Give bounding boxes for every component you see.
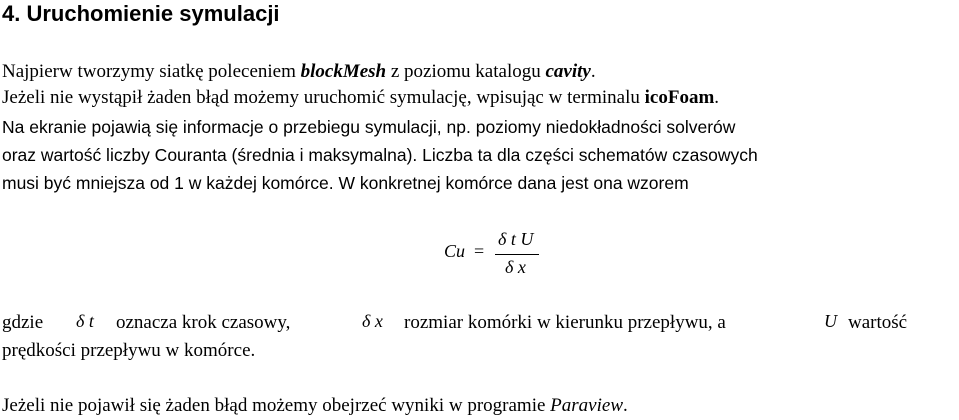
- formula-equals: =: [474, 241, 485, 261]
- program-paraview: Paraview: [550, 395, 623, 416]
- formula-lhs: Cu: [444, 241, 466, 261]
- formula-denominator: δ x: [505, 257, 526, 277]
- paragraph-symbols-line-2: prędkości przepływu w komórce.: [2, 340, 256, 361]
- paragraph-courant-line-2: oraz wartość liczby Couranta (średnia i maksymalna). Liczba ta dla części schematów czasowych: [2, 145, 758, 165]
- text: z poziomu katalogu: [386, 61, 546, 82]
- text: .: [590, 61, 596, 82]
- paragraph-courant-line-1: Na ekranie pojawią się informacje o przebiegu symulacji, np. poziomy niedokładności solverów: [2, 117, 736, 137]
- formula-numerator: δ t U: [498, 229, 534, 249]
- symbol-delta-x: δ x: [362, 311, 383, 331]
- text: Jeżeli nie wystąpił żaden błąd możemy uruchomić symulację, wpisując w terminalu: [2, 87, 645, 108]
- text: .: [714, 87, 720, 108]
- symbol-delta-t: δ t: [76, 311, 94, 331]
- paragraph-courant-line-3: musi być mniejsza od 1 w każdej komórce. W konkretnej komórce dana jest ona wzorem: [2, 173, 689, 193]
- section-heading: 4. Uruchomienie symulacji: [2, 1, 280, 26]
- text: rozmiar komórki w kierunku przepływu, a: [404, 312, 726, 333]
- text: gdzie: [2, 312, 44, 333]
- text: Jeżeli nie pojawił się żaden błąd możemy obejrzeć wyniki w programie: [2, 395, 551, 416]
- text: wartość: [848, 312, 908, 333]
- text: oznacza krok czasowy,: [116, 312, 291, 333]
- command-blockmesh: blockMesh: [300, 61, 387, 82]
- paragraph-mesh-line-1: [2, 60, 596, 84]
- text: .: [623, 395, 628, 416]
- command-icofoam: icoFoam: [644, 87, 715, 108]
- paragraph-mesh-line-2: [2, 86, 719, 110]
- paragraph-paraview: [2, 394, 628, 418]
- text: Najpierw tworzymy siatkę poleceniem: [2, 61, 301, 82]
- symbol-u: U: [824, 311, 837, 331]
- fraction-bar: [495, 254, 539, 255]
- directory-cavity: cavity: [545, 61, 591, 82]
